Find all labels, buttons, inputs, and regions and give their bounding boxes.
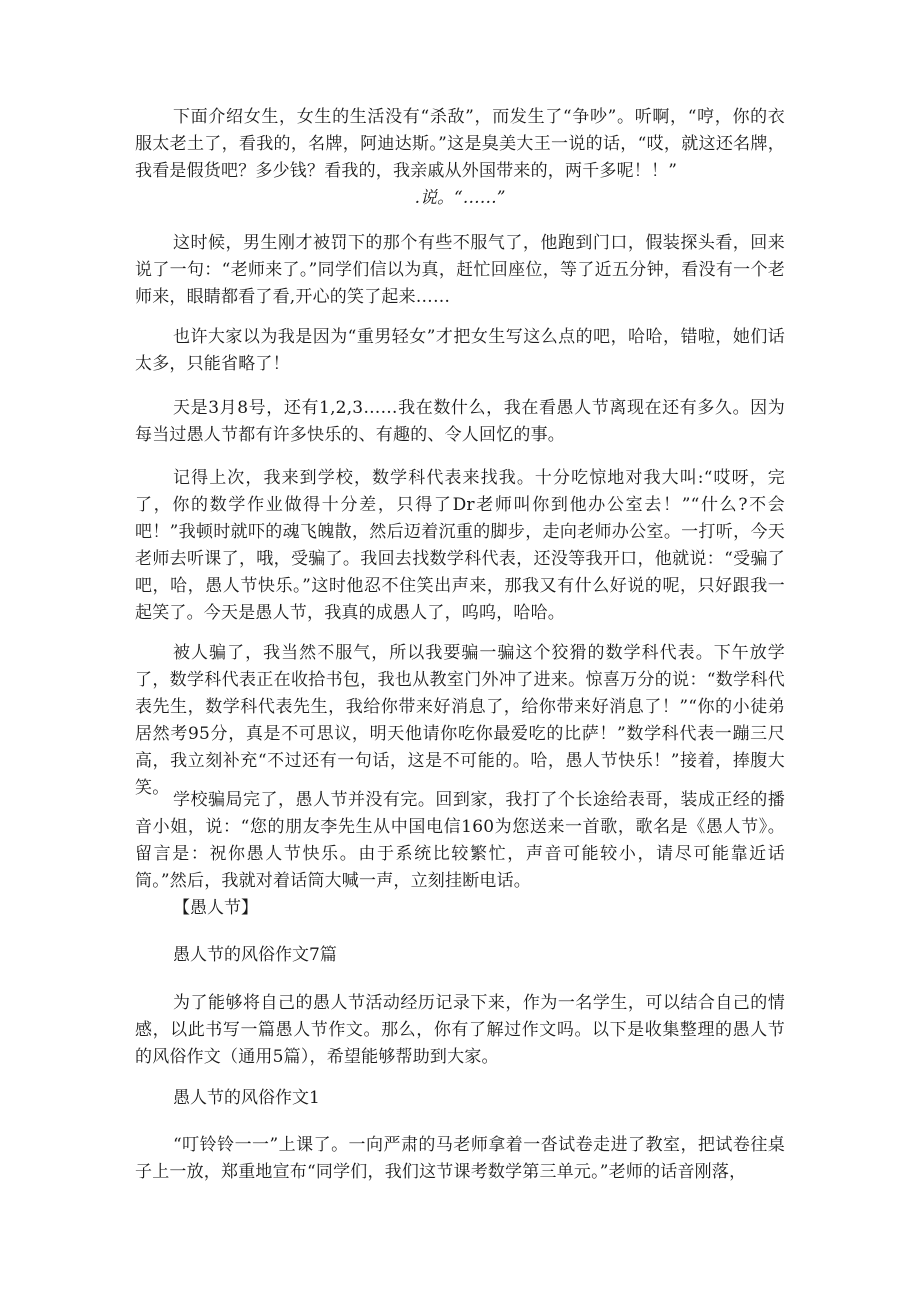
paragraph-revenge-prank: 被人骗了，我当然不服气，所以我要骗一骗这个狡猾的数学科代表。下午放学了，数学科代表正在收拾书包，我也从教室门外冲了进来。惊喜万分的说：“数学科代表先生，数学科代表先生，我给你带来好消息了，给你带来好消息了！”“你的小徒弟居然考95分，真是不可思议，明天他请你吃你最爱吃的比萨！”数学科代表一蹦三尺高，我立刻补充“不过还有一句话，这是不可能的。哈，愚人节快乐！”接着，捧腹大笑。 — [135, 643, 785, 798]
paragraph-march-eighth: 天是3月8号，还有1,2,3……我在数什么，我在看愚人节离现在还有多久。因为每当过愚人节都有许多快乐的、有趣的、令人回忆的事。 — [135, 398, 785, 445]
paragraph-intro: 为了能够将自己的愚人节活动经历记录下来，作为一名学生，可以结合自己的情感，以此书写一篇愚人节作文。那么，你有了解过作文吗。以下是收集整理的愚人节的风俗作文（通用5篇），希望能够帮助到大家。 — [135, 993, 785, 1067]
paragraph-girls-quarrel: 下面介绍女生，女生的生活没有“杀敌”，而发生了“争吵”。听啊，“哼，你的衣服太老土了，看我的，名牌，阿迪达斯。”这是臭美大王一说的话，“哎，就这还名牌，我看是假货吧？多少钱？看我的，我亲戚从外国带来的，两千多呢！！” — [135, 107, 785, 181]
paragraph-bell-rings: “叮铃铃一一”上课了。一向严肃的马老师拿着一沓试卷走进了教室，把试卷往桌子上一放，郑重地宣布“同学们，我们这节课考数学第三单元。”老师的话音刚落， — [135, 1135, 785, 1182]
paragraph-last-time: 记得上次，我来到学校，数学科代表来找我。十分吃惊地对我大叫:“哎呀，完了，你的数学作业做得十分差，只得了Dr老师叫你到他办公室去！”“什么?不会吧！”我顿时就吓的魂飞魄散，然后迈着沉重的脚步，走向老师办公室。一打听，今天老师去听课了，哦，受骗了。我回去找数学科代表，还没等我开口，他就说：“受骗了吧，哈，愚人节快乐。”这时他忍不住笑出声来，那我又有什么好说的呢，只好跟我一起笑了。今天是愚人节，我真的成愚人了，呜呜，哈哈。 — [135, 468, 785, 623]
section-tag-april-fools: 【愚人节】 — [173, 898, 258, 918]
paragraph-ellipsis-quote: .说。“……” — [414, 188, 506, 208]
paragraph-teacher-coming: 这时候，男生刚才被罚下的那个有些不服气了，他跑到门口，假装探头看，回来说了一句：“老师来了。”同学们信以为真，赶忙回座位，等了近五分钟，看没有一个老师来，眼睛都看了看,开心的笑了起来…… — [135, 233, 785, 307]
paragraph-phone-prank: 学校骗局完了，愚人节并没有完。回到家，我打了个长途给表哥，装成正经的播音小姐，说：“您的朋友李先生从中国电信160为您送来一首歌，歌名是《愚人节》。留言是：祝你愚人节快乐。由于系统比较繁忙，声音可能较小，请尽可能靠近话筒。”然后，我就对着话筒大喊一声，立刻挂断电话。 — [135, 790, 785, 891]
article-title: 愚人节的风俗作文7篇 — [173, 945, 337, 965]
paragraph-girls-short: 也许大家以为我是因为“重男轻女”才把女生写这么点的吧，哈哈，错啦，她们话太多，只能省略了！ — [135, 327, 785, 374]
essay-title-1: 愚人节的风俗作文1 — [173, 1088, 320, 1108]
